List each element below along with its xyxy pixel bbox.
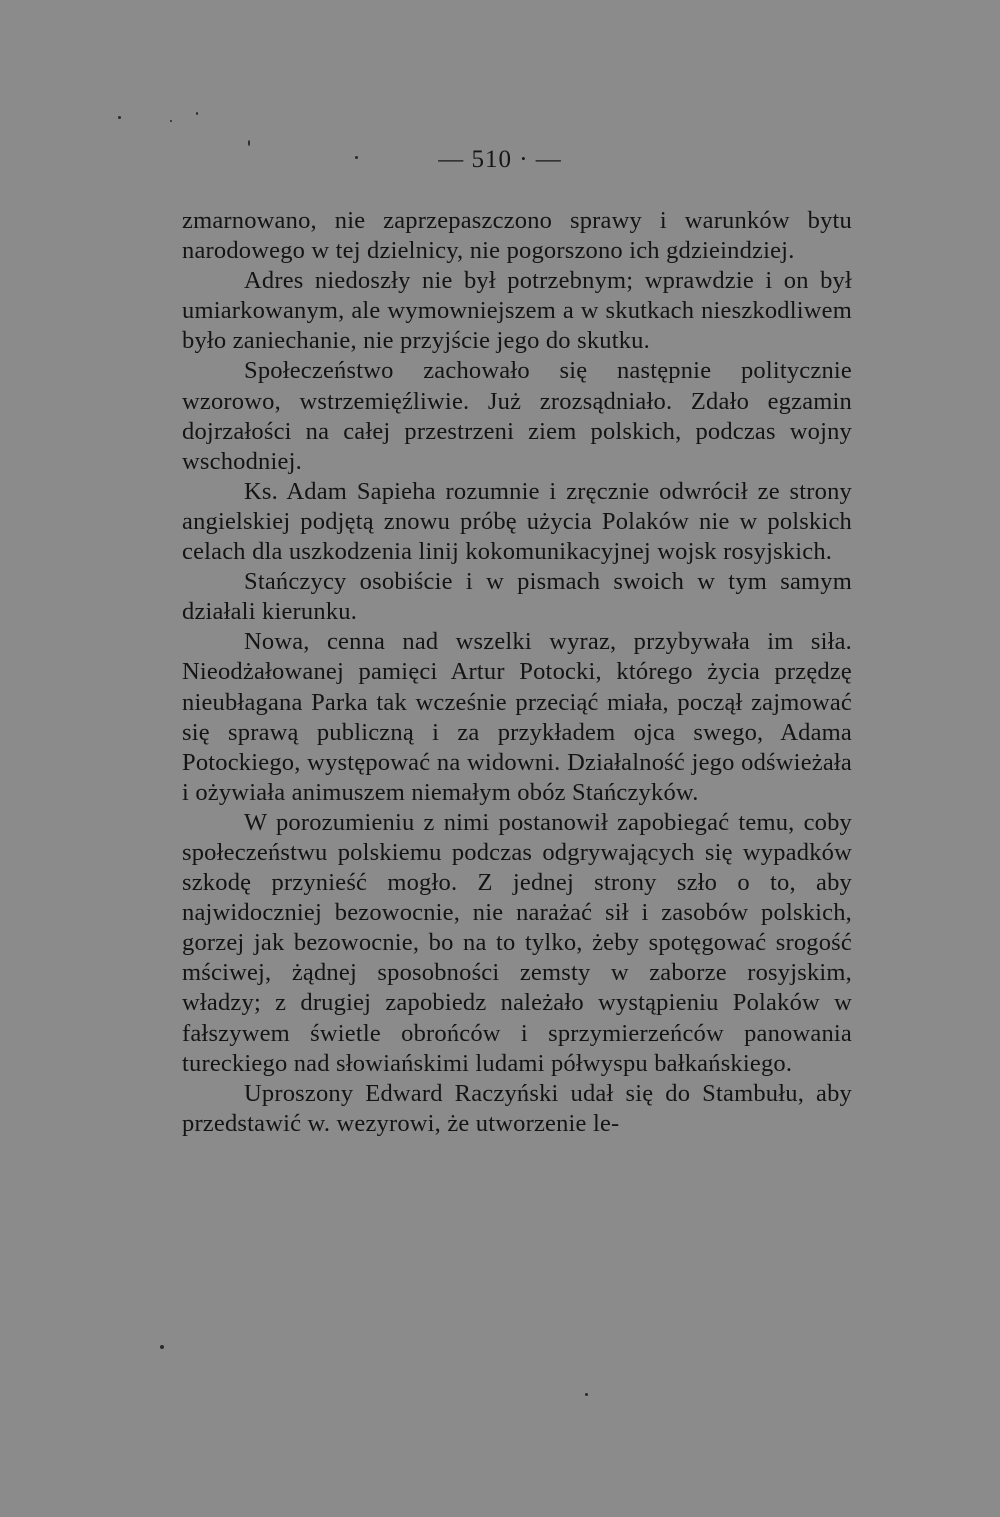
paragraph: Ks. Adam Sapieha rozumnie i zręcznie odwrócił ze strony angielskiej podjętą znowu próbę użycia Polaków nie w polskich celach dla uszkodzenia linij kokomunikacyjnej wojsk rosyjskich.: [182, 477, 852, 566]
paragraph: Uproszony Edward Raczyński udał się do Stambułu, aby przedstawić w. wezyrowi, że utworzenie le-: [182, 1079, 852, 1137]
paragraph: Nowa, cenna nad wszelki wyraz, przybywała im siła. Nieodżałowanej pamięci Artur Potocki, którego życia przędzę nieubłagana Parka tak wcześnie przeciąć miała, począł zajmować się sprawą publiczną i za przykładem ojca swego, Adama Potockiego, występować na widowni. Działalność jego odświeżała i ożywiała animuszem niemałym obóz Stańczyków.: [182, 628, 852, 806]
scan-speck: [118, 116, 121, 119]
scan-speck: [355, 156, 358, 159]
paragraph: Adres niedoszły nie był potrzebnym; wprawdzie i on był umiarkowanym, ale wymowniejszem a w skutkach nieszkodliwem było zaniechanie, nie przyjście jego do skutku.: [182, 267, 852, 355]
paragraph: Społeczeństwo zachowało się następnie politycznie wzorowo, wstrzemięźliwie. Już zrozsądniało. Zdało egzamin dojrzałości na całej przestrzeni ziem polskich, podczas wojny wschodniej.: [182, 357, 852, 475]
page-number: — 510 · —: [438, 146, 562, 173]
scan-speck: [196, 112, 198, 115]
scan-speck: [160, 1345, 164, 1349]
scan-speck: [248, 140, 250, 146]
paragraph: zmarnowano, nie zaprzepaszczono sprawy i warunków bytu narodowego w tej dzielnicy, nie pogorszono ich gdzieindziej.: [182, 207, 852, 265]
body-text: [182, 206, 852, 1139]
paragraph: Stańczycy osobiście i w pismach swoich w tym samym działali kierunku.: [182, 568, 852, 626]
scan-speck: [170, 120, 172, 122]
paragraph: W porozumieniu z nimi postanowił zapobiegać temu, coby społeczeństwu polskiemu podczas odgrywających się wypadków szkodę przynieść mogło. Z jednej strony szło o to, aby najwidoczniej bezowocnie, nie narażać sił i zasobów polskich, gorzej jak bezowocnie, bo na to tylko, żeby spotęgować srogość mściwej, żądnej sposobności zemsty w zaborze rosyjskim, władzy; z drugiej zapobiedz należało wystąpieniu Polaków w fałszywem świetle obrońców i sprzymierzeńców panowania tureckiego nad słowiańskimi ludami półwyspu bałkańskiego.: [182, 808, 852, 1077]
scan-speck: [585, 1393, 588, 1396]
